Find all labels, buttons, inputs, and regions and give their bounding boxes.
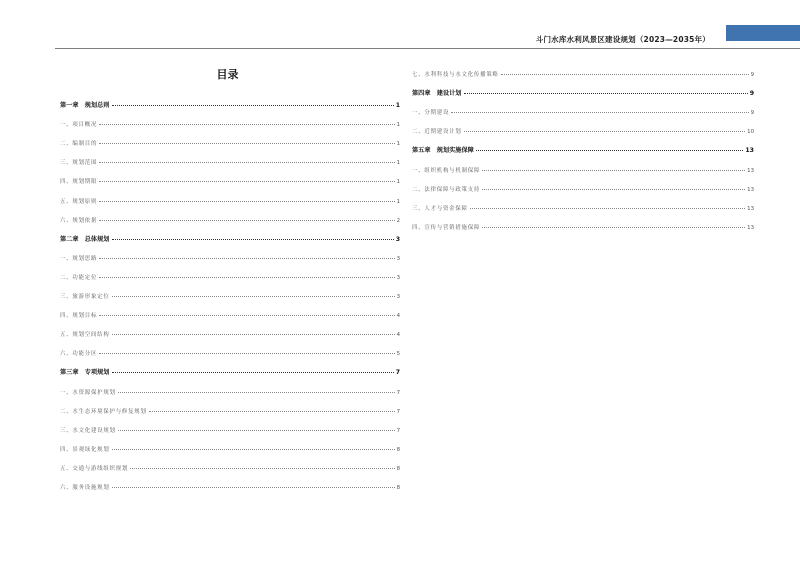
toc-dot-leader <box>99 277 394 278</box>
toc-entry-label: 六、功能分区 <box>60 351 98 358</box>
toc-dot-leader <box>99 258 394 259</box>
toc-entry-label: 六、服务设施规划 <box>60 484 110 491</box>
toc-entry-label: 二、编制目的 <box>60 141 98 148</box>
toc-section-entry[interactable] <box>412 116 754 135</box>
toc-section-entry[interactable] <box>60 262 400 281</box>
toc-entry-label: 二、近期建设计划 <box>412 129 462 136</box>
document-header-title: 斗门水库水利风景区建设规划（2023—2035年） <box>535 35 710 44</box>
toc-dot-leader <box>112 296 395 297</box>
toc-dot-leader <box>112 487 395 488</box>
toc-section-entry[interactable] <box>412 212 754 231</box>
toc-page-number: 1 <box>396 198 400 205</box>
toc-dot-leader <box>482 227 745 228</box>
toc-right-column <box>412 59 754 231</box>
toc-section-entry[interactable] <box>60 434 400 453</box>
toc-section-entry[interactable] <box>412 97 754 116</box>
toc-section-entry[interactable] <box>60 415 400 434</box>
toc-section-entry[interactable] <box>60 396 400 415</box>
toc-dot-leader <box>482 170 745 171</box>
toc-section-entry[interactable] <box>60 205 400 224</box>
toc-dot-leader <box>118 392 395 393</box>
toc-entry-label: 四、规划目标 <box>60 313 98 320</box>
toc-dot-leader <box>99 181 394 182</box>
toc-dot-leader <box>476 150 744 151</box>
toc-section-entry[interactable] <box>412 59 754 78</box>
toc-page-number: 13 <box>745 147 754 155</box>
toc-page-number: 8 <box>396 446 400 453</box>
toc-entry-label: 一、组织机构与机制保障 <box>412 167 481 174</box>
toc-section-entry[interactable] <box>60 281 400 300</box>
toc-page-number: 13 <box>747 205 754 212</box>
toc-entry-label: 七、水利科技与水文化传播策略 <box>412 72 499 79</box>
toc-page-number: 10 <box>747 129 754 136</box>
toc-dot-leader <box>99 315 394 316</box>
toc-entry-label: 第二章 总体规划 <box>60 235 110 243</box>
toc-entry-label: 第一章 规划总则 <box>60 102 110 110</box>
toc-section-entry[interactable] <box>60 166 400 185</box>
toc-dot-leader <box>130 468 394 469</box>
toc-page-number: 2 <box>396 217 400 224</box>
toc-entry-label: 六、规划依据 <box>60 217 98 224</box>
toc-section-entry[interactable] <box>60 472 400 491</box>
toc-chapter-entry[interactable] <box>60 224 400 243</box>
toc-section-entry[interactable] <box>60 109 400 128</box>
toc-page-number: 3 <box>396 255 400 262</box>
toc-entry-label: 第五章 规划实施保障 <box>412 147 474 155</box>
toc-page-number: 5 <box>396 351 400 358</box>
toc-page-number: 3 <box>396 294 400 301</box>
toc-page-number: 1 <box>396 141 400 148</box>
toc-dot-leader <box>99 143 394 144</box>
toc-chapter-entry[interactable] <box>60 357 400 376</box>
toc-section-entry[interactable] <box>60 147 400 166</box>
toc-entry-label: 一、规划思路 <box>60 255 98 262</box>
toc-section-entry[interactable] <box>60 243 400 262</box>
toc-page-number: 4 <box>396 332 400 339</box>
toc-dot-leader <box>451 112 748 113</box>
toc-page-number: 1 <box>396 160 400 167</box>
toc-page-number: 1 <box>395 102 400 110</box>
toc-dot-leader <box>464 131 746 132</box>
header-divider <box>55 48 800 49</box>
toc-page-number: 8 <box>396 465 400 472</box>
toc-dot-leader <box>112 449 395 450</box>
toc-section-entry[interactable] <box>412 193 754 212</box>
toc-chapter-entry[interactable] <box>60 90 400 109</box>
toc-dot-leader <box>112 372 394 373</box>
toc-page-number: 13 <box>747 224 754 231</box>
toc-section-entry[interactable] <box>60 185 400 204</box>
toc-dot-leader <box>99 353 394 354</box>
toc-dot-leader <box>99 162 394 163</box>
toc-dot-leader <box>470 208 745 209</box>
toc-page-number: 9 <box>749 90 754 98</box>
toc-page-number: 9 <box>750 72 754 79</box>
header-accent-bar <box>726 25 800 41</box>
toc-page-number: 1 <box>396 122 400 129</box>
toc-dot-leader <box>112 334 395 335</box>
toc-section-entry[interactable] <box>60 338 400 357</box>
toc-entry-label: 第四章 建设计划 <box>412 90 462 98</box>
toc-entry-label: 三、旅游形象定位 <box>60 294 110 301</box>
toc-entry-label: 三、人才与资金保障 <box>412 205 468 212</box>
toc-entry-label: 一、分期建设 <box>412 110 450 117</box>
toc-entry-label: 五、规划空间结构 <box>60 332 110 339</box>
toc-entry-label: 四、宣传与营销措施保障 <box>412 224 481 231</box>
toc-section-entry[interactable] <box>60 128 400 147</box>
toc-entry-label: 五、交通与游线组织规划 <box>60 465 129 472</box>
toc-section-entry[interactable] <box>412 154 754 173</box>
toc-entry-label: 第三章 专项规划 <box>60 369 110 377</box>
toc-page-number: 7 <box>396 427 400 434</box>
toc-entry-label: 一、项目概况 <box>60 122 98 129</box>
toc-dot-leader <box>99 124 394 125</box>
toc-section-entry[interactable] <box>60 300 400 319</box>
toc-dot-leader <box>99 201 394 202</box>
toc-dot-leader <box>149 411 395 412</box>
toc-section-entry[interactable] <box>412 174 754 193</box>
toc-entry-label: 四、规划期限 <box>60 179 98 186</box>
toc-dot-leader <box>482 189 745 190</box>
toc-entry-label: 三、水文化建设规划 <box>60 427 116 434</box>
toc-page-number: 1 <box>396 179 400 186</box>
toc-dot-leader <box>464 93 748 94</box>
toc-dot-leader <box>112 105 394 106</box>
toc-page-number: 13 <box>747 167 754 174</box>
toc-entry-label: 三、规划范围 <box>60 160 98 167</box>
toc-page-number: 4 <box>396 313 400 320</box>
toc-page-number: 9 <box>750 110 754 117</box>
toc-entry-label: 二、法律保障与政策支持 <box>412 186 481 193</box>
toc-section-entry[interactable] <box>60 376 400 395</box>
toc-page-number: 7 <box>396 389 400 396</box>
toc-section-entry[interactable] <box>60 319 400 338</box>
toc-dot-leader <box>99 220 394 221</box>
toc-page-number: 8 <box>396 484 400 491</box>
toc-entry-label: 四、景观绿化规划 <box>60 446 110 453</box>
toc-page-number: 3 <box>395 235 400 243</box>
toc-entry-label: 一、水资源保护规划 <box>60 389 116 396</box>
toc-heading: 目录 <box>216 68 239 81</box>
toc-dot-leader <box>501 74 749 75</box>
toc-page-number: 13 <box>747 186 754 193</box>
toc-page-number: 3 <box>396 274 400 281</box>
toc-entry-label: 二、水生态环境保护与修复规划 <box>60 408 147 415</box>
toc-chapter-entry[interactable] <box>412 135 754 154</box>
toc-entry-label: 二、功能定位 <box>60 274 98 281</box>
toc-section-entry[interactable] <box>60 453 400 472</box>
toc-dot-leader <box>118 430 395 431</box>
toc-left-column <box>60 90 400 491</box>
toc-chapter-entry[interactable] <box>412 78 754 97</box>
toc-dot-leader <box>112 239 394 240</box>
toc-page-number: 7 <box>396 408 400 415</box>
toc-page-number: 7 <box>395 369 400 377</box>
toc-entry-label: 五、规划原则 <box>60 198 98 205</box>
